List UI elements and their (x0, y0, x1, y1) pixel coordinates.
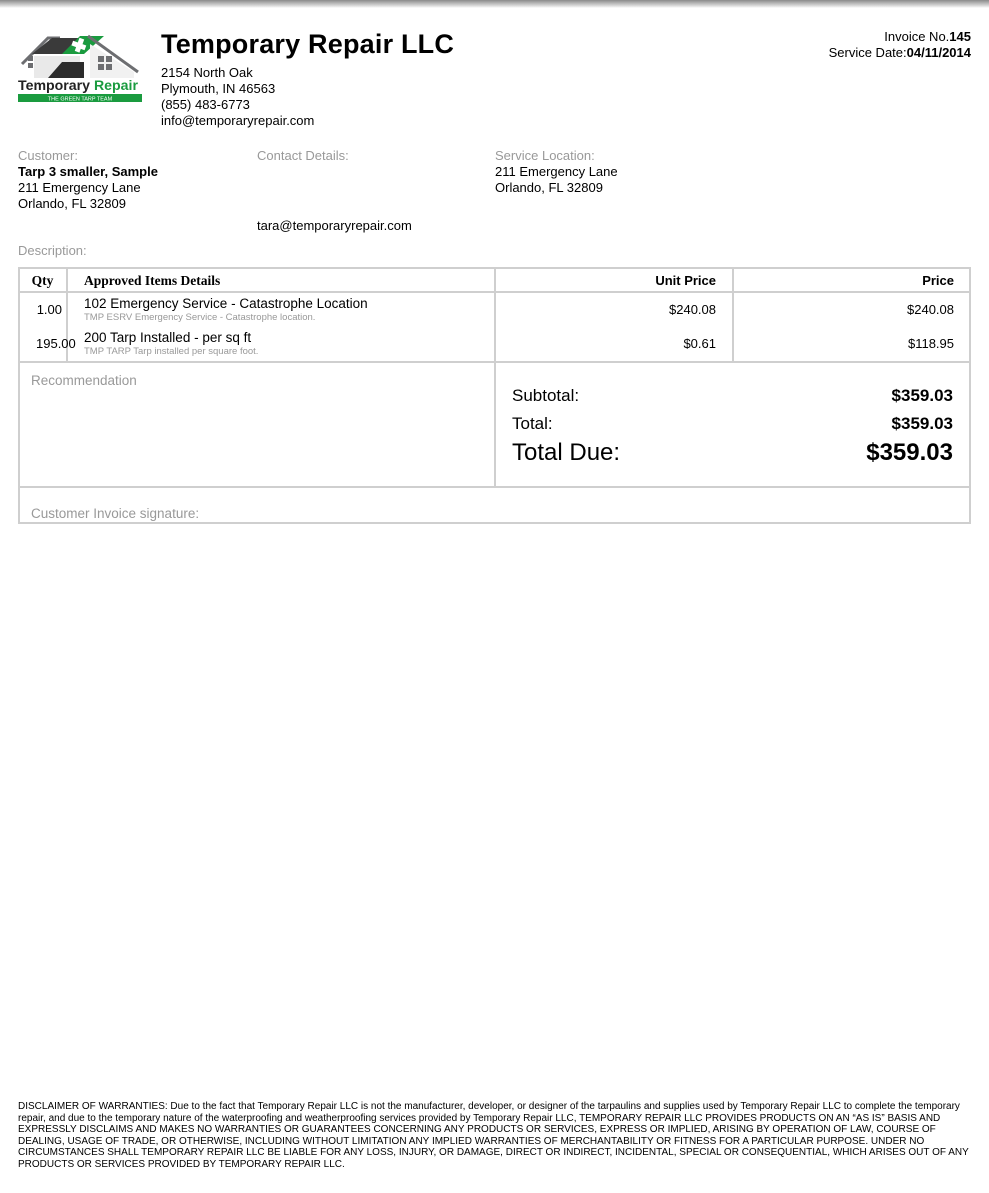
customer-address-line2: Orlando, FL 32809 (18, 196, 126, 211)
company-phone: (855) 483-6773 (161, 97, 250, 112)
row2-unit-price: $0.61 (683, 336, 716, 351)
service-date: 04/11/2014 (906, 45, 971, 60)
service-date-label: Service Date: (828, 45, 907, 60)
row1-price: $240.08 (907, 302, 954, 317)
total-due-value: $359.03 (866, 439, 953, 466)
total-label: Total: (512, 414, 553, 433)
invoice-number-row (829, 29, 971, 45)
invoice-number: 145 (949, 29, 971, 44)
disclaimer-text: DISCLAIMER OF WARRANTIES: Due to the fact that Temporary Repair LLC is not the manufacturer, developer, or designer of the tarpaulins and supplies used by Temporary Repair LLC to complete the temporary repair, and due to the temporary nature of the waterproofing and weatherproofing services provided by Temporary Repair LLC, TEMPORARY REPAIR LLC PROVIDES PRODUCTS ON AN “AS IS” BASIS AND EXPRESSLY DISCLAIMS AND MAKES NO WARRANTIES OR GUARANTEES CONCERNING ANY PRODUCTS OR SERVICES, EXPRESS OR IMPLIED, ARISING BY OPERATION OF LAW, COURSE OF DEALING, USAGE OF TRADE, OR OTHERWISE, INCLUDING WITHOUT LIMITATION ANY IMPLIED WARRANTIES OF MERCHANTABILITY OR FITNESS FOR A PARTICULAR PURPOSE. UNDER NO CIRCUMSTANCES SHALL TEMPORARY REPAIR LLC BE LIABLE FOR ANY LOSS, INJURY, OR DAMAGE, DIRECT OR INDIRECT, INCIDENTAL, SPECIAL OR CONSEQUENTIAL, WHICH ARISES OUT OF ANY PRODUCTS OR SERVICES PROVIDED BY TEMPORARY REPAIR LLC. (18, 1101, 969, 1170)
total-row (512, 414, 953, 434)
row1-item-name: 102 Emergency Service - Catastrophe Location (84, 296, 368, 311)
service-location-block (495, 148, 618, 196)
customer-block (18, 148, 158, 212)
items-bottom-divider (18, 361, 971, 363)
signature-label: Customer Invoice signature: (31, 506, 200, 521)
row2-item-name: 200 Tarp Installed - per sq ft (84, 330, 252, 345)
row2-item-sub: TMP TARP Tarp installed per square foot. (84, 346, 259, 357)
contact-email: tara@temporaryrepair.com (257, 218, 412, 233)
logo-wordmark: Temporary Repair (18, 78, 137, 93)
subtotal-label: Subtotal: (512, 386, 580, 405)
row1-qty: 1.00 (36, 302, 62, 317)
company-email: info@temporaryrepair.com (161, 113, 315, 128)
logo-tagline: THE GREEN TARP TEAM (47, 96, 113, 103)
service-location-label: Service Location: (495, 148, 595, 163)
row2-qty: 195.00 (36, 336, 76, 351)
company-address (161, 65, 314, 129)
subtotal-value: $359.03 (891, 386, 953, 405)
total-due-label: Total Due: (512, 439, 621, 466)
company-logo (18, 32, 142, 104)
row2-price: $118.95 (907, 336, 954, 351)
contact-block (257, 148, 349, 164)
row1-item-sub: TMP ESRV Emergency Service - Catastrophe location. (84, 312, 316, 323)
total-due-row (512, 439, 953, 467)
total-value: $359.03 (891, 414, 953, 433)
customer-address-line1: 211 Emergency Lane (18, 180, 141, 195)
contact-label: Contact Details: (257, 148, 349, 163)
header-qty: Qty (31, 273, 54, 288)
service-address-line2: Orlando, FL 32809 (495, 180, 603, 195)
row1-details (84, 296, 368, 323)
row2-details (84, 330, 258, 357)
header-price: Price (922, 273, 954, 288)
subtotal-row (512, 386, 953, 406)
header-details: Approved Items Details (84, 273, 221, 288)
recommendation-label: Recommendation (31, 373, 137, 388)
company-address-line1: 2154 North Oak (161, 65, 253, 80)
customer-name: Tarp 3 smaller, Sample (18, 164, 158, 179)
top-shadow-bar (0, 0, 989, 8)
service-address-line1: 211 Emergency Lane (495, 164, 618, 179)
customer-label: Customer: (18, 148, 78, 163)
invoice-number-label: Invoice No. (884, 29, 950, 44)
invoice-meta (829, 29, 971, 61)
company-name: Temporary Repair LLC (161, 29, 455, 59)
company-address-line2: Plymouth, IN 46563 (161, 81, 276, 96)
header-unit-price: Unit Price (655, 273, 716, 288)
service-date-row (829, 45, 971, 61)
row1-unit-price: $240.08 (669, 302, 716, 317)
totals-bottom-divider (18, 486, 971, 488)
description-label: Description: (18, 243, 87, 258)
